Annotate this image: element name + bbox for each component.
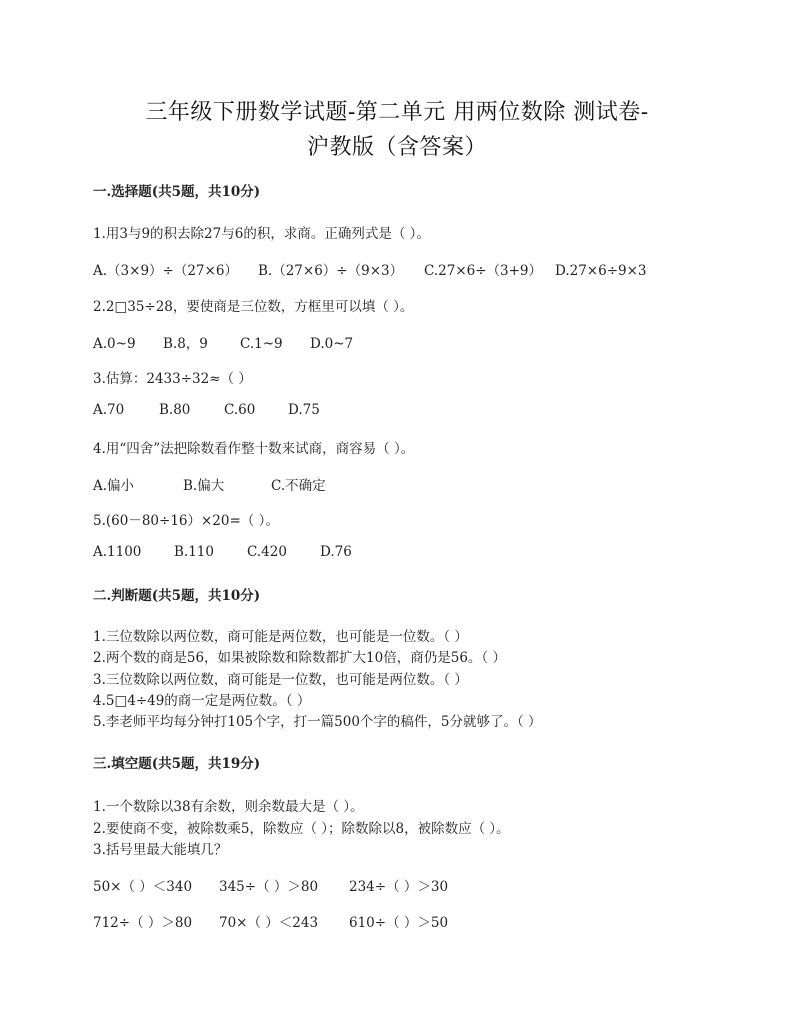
judgement-item-3: 3.三位数除以两位数，商可能是一位数，也可能是两位数。（ ） bbox=[93, 672, 468, 688]
section-1-heading: 一.选择题(共5题，共10分) bbox=[93, 184, 261, 200]
question-4-options bbox=[93, 474, 326, 494]
question-3-options bbox=[93, 402, 320, 418]
question-5-options bbox=[93, 544, 352, 560]
option-d: D.0~7 bbox=[310, 336, 354, 352]
option-a: A.70 bbox=[93, 402, 125, 418]
question-2-options bbox=[93, 332, 353, 352]
question-1: 1.用3与9的积去除27与6的积，求商。正确列式是（ ）。 bbox=[93, 226, 430, 242]
document-title-line-1: 三年级下册数学试题-第二单元 用两位数除 测试卷- bbox=[145, 100, 649, 125]
fill-expression: 70×（ ）＜243 bbox=[219, 915, 319, 931]
question-4: 4.用“四舍”法把除数看作整十数来试商，商容易（ ）。 bbox=[93, 441, 415, 457]
option-d: D.76 bbox=[320, 544, 352, 560]
option-c: C.27×6÷（3+9） bbox=[424, 263, 543, 279]
option-a: A.0~9 bbox=[93, 336, 136, 352]
option-b: B.80 bbox=[159, 402, 191, 418]
fill-row-2 bbox=[93, 911, 448, 931]
option-d: D.27×6÷9×3 bbox=[555, 263, 647, 279]
option-c: C.不确定 bbox=[271, 478, 326, 494]
question-5: 5.(60－80÷16）×20=（ ）。 bbox=[93, 513, 279, 529]
option-c: C.60 bbox=[224, 402, 256, 418]
judgement-item-5: 5.李老师平均每分钟打105个字，打一篇500个字的稿件，5分就够了。（ ） bbox=[93, 714, 542, 730]
question-2: 2.2□35÷28，要使商是三位数，方框里可以填（ ）。 bbox=[93, 299, 414, 315]
section-2-heading: 二.判断题(共5题，共10分) bbox=[93, 588, 261, 604]
option-d: D.75 bbox=[288, 402, 320, 418]
judgement-item-4: 4.5□4÷49的商一定是两位数。（ ） bbox=[93, 693, 311, 709]
option-b: B.偏大 bbox=[183, 478, 225, 494]
fill-expression: 50×（ ）＜340 bbox=[93, 879, 193, 895]
question-1-options bbox=[93, 259, 647, 279]
option-b: B.8，9 bbox=[163, 336, 208, 352]
option-c: C.1~9 bbox=[240, 336, 283, 352]
fill-expression: 345÷（ ）＞80 bbox=[219, 879, 319, 895]
option-b: B.（27×6）÷（9×3） bbox=[258, 263, 404, 279]
fill-expression: 712÷（ ）＞80 bbox=[93, 915, 193, 931]
fill-expression: 234÷（ ）＞30 bbox=[349, 879, 449, 895]
judgement-item-2: 2.两个数的商是56，如果被除数和除数都扩大10倍，商仍是56。（ ） bbox=[93, 650, 506, 666]
question-3: 3.估算：2433÷32≈（ ） bbox=[93, 371, 252, 387]
fill-row-1 bbox=[93, 875, 448, 895]
document-title-line-2: 沪教版（含答案） bbox=[306, 135, 487, 160]
judgement-item-1: 1.三位数除以两位数，商可能是两位数，也可能是一位数。（ ） bbox=[93, 629, 468, 645]
option-b: B.110 bbox=[174, 544, 214, 560]
fill-item-3: 3.括号里最大能填几？ bbox=[93, 842, 228, 858]
option-a: A.偏小 bbox=[93, 478, 135, 494]
option-c: C.420 bbox=[247, 544, 287, 560]
fill-item-2: 2.要使商不变，被除数乘5，除数应（ ）；除数除以8，被除数应（ ）。 bbox=[93, 821, 510, 837]
fill-item-1: 1.一个数除以38有余数，则余数最大是（ ）。 bbox=[93, 799, 364, 815]
fill-expression: 610÷（ ）＞50 bbox=[349, 915, 449, 931]
option-a: A.（3×9）÷（27×6） bbox=[93, 263, 238, 279]
section-3-heading: 三.填空题(共5题，共19分) bbox=[93, 756, 261, 772]
option-a: A.1100 bbox=[93, 544, 142, 560]
